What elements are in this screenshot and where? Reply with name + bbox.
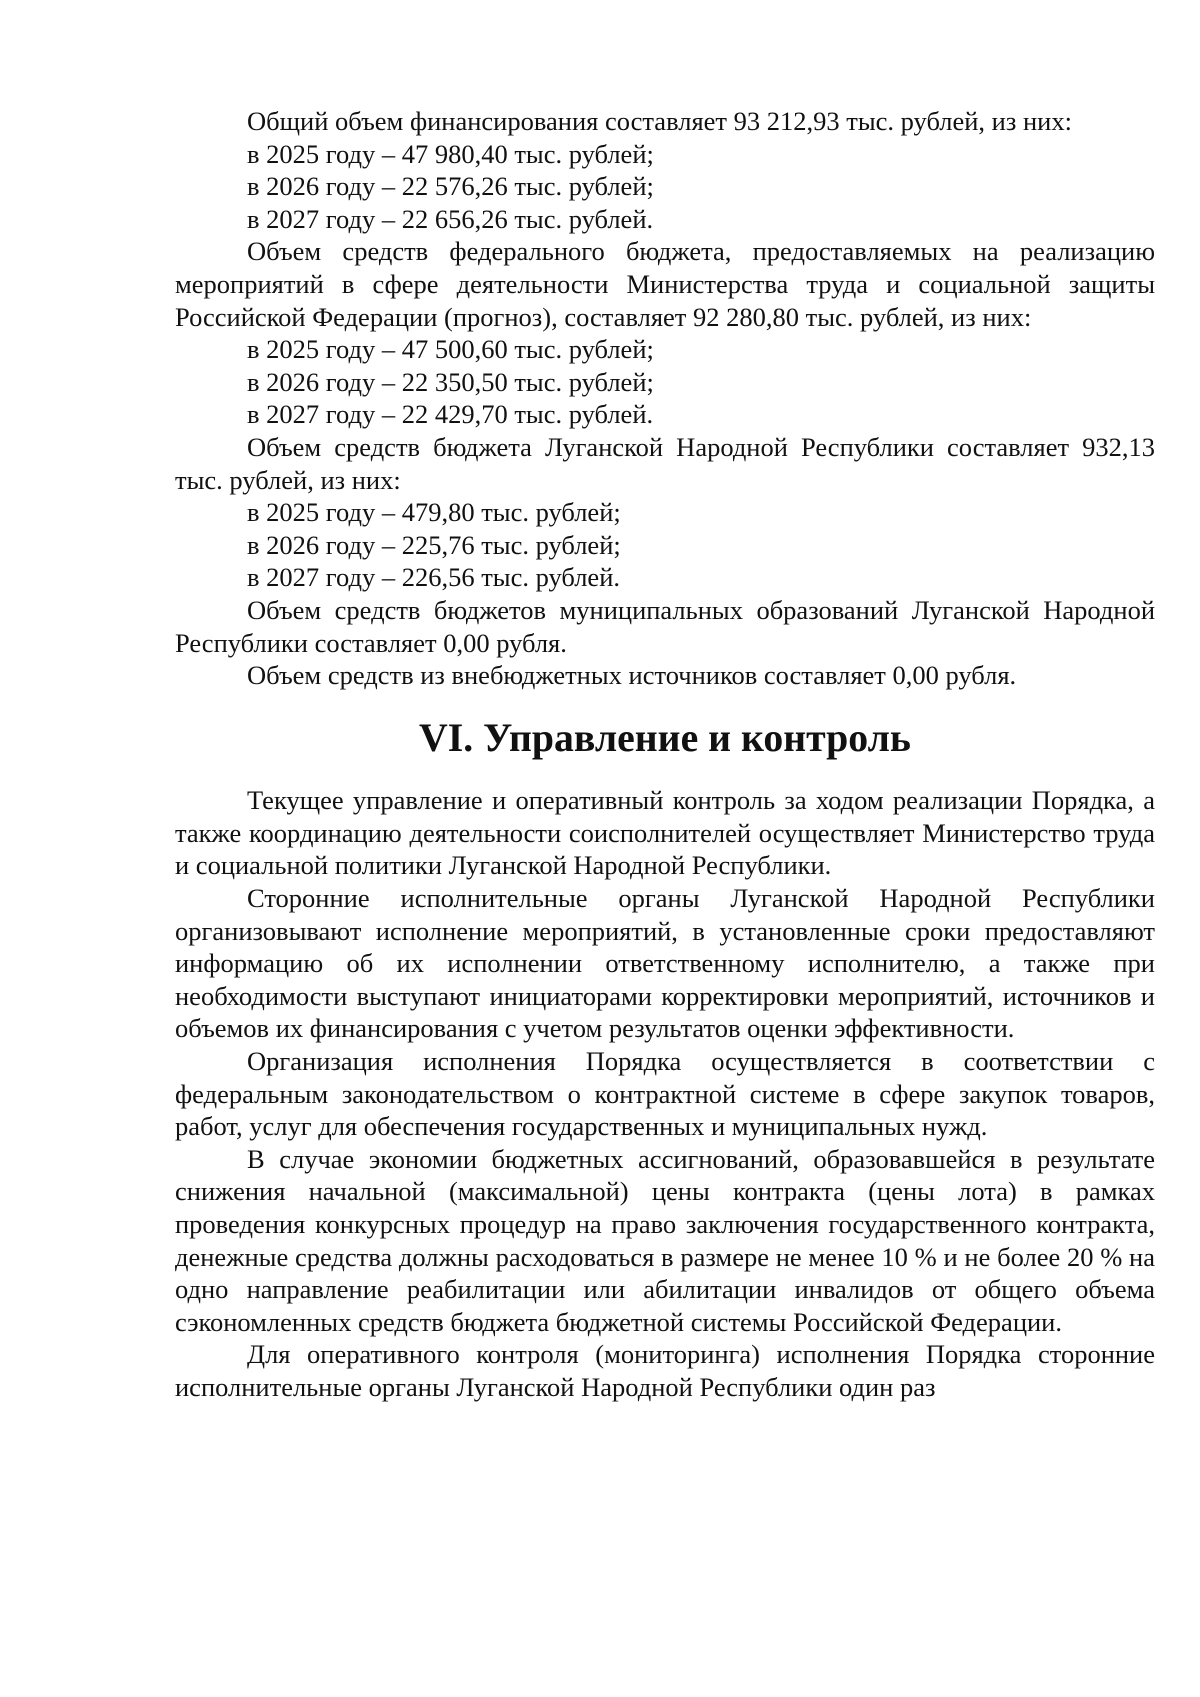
total-funding-text: Общий объем финансирования составляет 93 212,93 тыс. рублей, из них: — [247, 106, 1072, 136]
total-2026-line: в 2026 году – 22 576,26 тыс. рублей; — [247, 171, 654, 202]
total-2027-line: в 2027 году – 22 656,26 тыс. рублей. — [247, 203, 654, 234]
extrabudgetary-funding-text: Объем средств из внебюджетных источников составляет 0,00 рубля. — [247, 660, 1017, 691]
management-paragraph: Текущее управление и оперативный контроль за ходом реализации Порядка, а также координацию деятельности соисполнителей осуществляет Министерство труда и социальной политики Луганской Народной Республики. — [175, 785, 1155, 881]
total-2025-line: в 2025 году – 47 980,40 тыс. рублей; — [247, 138, 654, 169]
regional-funding-paragraph: Объем средств бюджета Луганской Народной Республики составляет 932,13 тыс. рублей, из них: — [175, 431, 1155, 495]
federal-2027-line: в 2027 году – 22 429,70 тыс. рублей. — [247, 399, 654, 430]
executive-bodies-paragraph: Сторонние исполнительные органы Луганской Народной Республики организовывают исполнение мероприятий, в установленные сроки предоставляют информацию об их исполнении ответственному исполнителю, а также при необходимости выступают инициаторами корректировки мероприятий, источников и объемов их финансирования с учетом результатов оценки эффективности. — [175, 883, 1155, 1044]
monitoring-paragraph: Для оперативного контроля (мониторинга) исполнения Порядка сторонние исполнительные органы Луганской Народной Республики один раз — [175, 1339, 1155, 1402]
federal-2025-line: в 2025 году – 47 500,60 тыс. рублей; — [247, 334, 654, 365]
document-page — [175, 105, 1155, 1404]
municipal-funding-paragraph: Объем средств бюджетов муниципальных образований Луганской Народной Республики составляет 0,00 рубля. — [175, 594, 1155, 658]
regional-2027-line: в 2027 году – 226,56 тыс. рублей. — [247, 562, 621, 593]
budget-savings-paragraph: В случае экономии бюджетных ассигнований, образовавшейся в результате снижения начальной (максимальной) цены контракта (цены лота) в рамках проведения конкурсных процедур на право заключения государственного контракта, денежные средства должны расходоваться в размере не менее 10 % и не более 20 % на одно направление реабилитации или абилитации инвалидов от общего объема сэкономленных средств бюджета бюджетной системы Российской Федерации. — [175, 1143, 1155, 1337]
procurement-paragraph: Организация исполнения Порядка осуществляется в соответствии с федеральным законодательством о контрактной системе в сфере закупок товаров, работ, услуг для обеспечения государственных и муниципальных нужд. — [175, 1046, 1155, 1142]
federal-2026-line: в 2026 году – 22 350,50 тыс. рублей; — [247, 366, 654, 397]
regional-2025-line: в 2025 году – 479,80 тыс. рублей; — [247, 497, 621, 528]
regional-2026-line: в 2026 году – 225,76 тыс. рублей; — [247, 529, 621, 560]
federal-funding-paragraph: Объем средств федерального бюджета, предоставляемых на реализацию мероприятий в сфере деятельности Министерства труда и социальной защиты Российской Федерации (прогноз), составляет 92 280,80 тыс. рублей, из них: — [175, 236, 1155, 332]
section-heading: VI. Управление и контроль — [419, 715, 911, 760]
